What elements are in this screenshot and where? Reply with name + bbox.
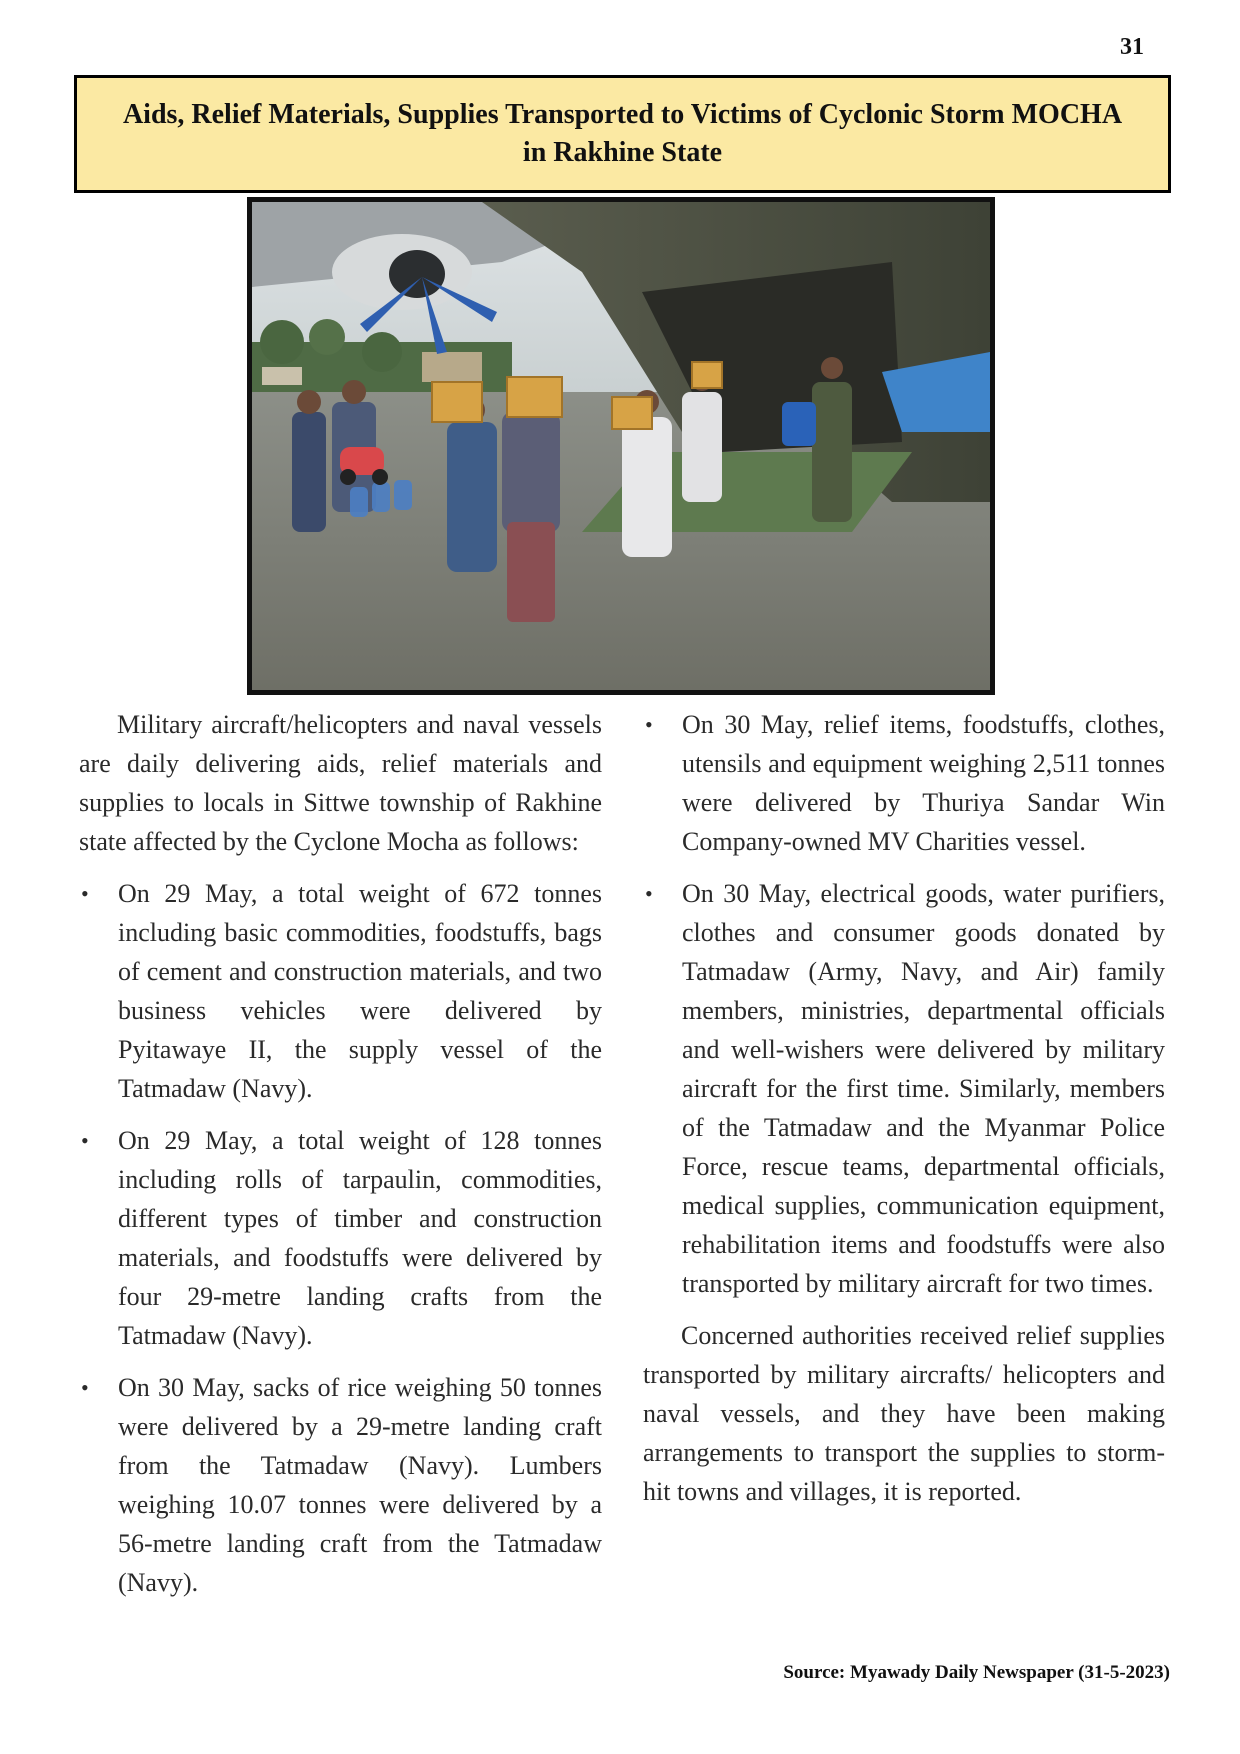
left-column — [79, 705, 602, 1615]
closing-paragraph: Concerned authorities received relief supplies transported by military aircrafts/ helicopters and naval vessels, and they have been making arrangements to transport the supplies to storm-hit towns and villages, it is reported. — [643, 1321, 1165, 1506]
list-item — [79, 1121, 602, 1355]
right-column — [643, 705, 1165, 1524]
bullet-icon: • — [645, 712, 653, 737]
list-item-text: On 30 May, relief items, foodstuffs, clothes, utensils and equipment weighing 2,511 tonnes were delivered by Thuriya Sandar Win Company-owned MV Charities vessel. — [682, 710, 1165, 856]
title-box — [74, 75, 1171, 193]
bullet-icon: • — [81, 1375, 89, 1400]
list-item-text: On 29 May, a total weight of 128 tonnes including rolls of tarpaulin, commodities, different types of timber and construction materials, and foodstuffs were delivered by four 29-metre landing crafts from the Tatmadaw (Navy). — [118, 1126, 602, 1350]
bullet-icon: • — [645, 881, 653, 906]
right-bullet-list — [643, 705, 1165, 1303]
list-item — [643, 874, 1165, 1303]
list-item — [79, 874, 602, 1108]
list-item-text: On 30 May, sacks of rice weighing 50 tonnes were delivered by a 29-metre landing craft from the Tatmadaw (Navy). Lumbers weighing 10.07 tonnes were delivered by a 56-metre landing craft from the Tatmadaw (Navy). — [118, 1373, 602, 1597]
photo-illustration — [252, 202, 990, 690]
page-number: 31 — [1120, 34, 1144, 60]
article-title: Aids, Relief Materials, Supplies Transported to Victims of Cyclonic Storm MOCHA in Rakhine State — [122, 99, 1123, 168]
list-item-text: On 29 May, a total weight of 672 tonnes including basic commodities, foodstuffs, bags of cement and construction materials, and two business vehicles were delivered by Pyitawaye II, the supply vessel of the Tatmadaw (Navy). — [118, 879, 602, 1103]
intro-paragraph: Military aircraft/helicopters and naval vessels are daily delivering aids, relief materials and supplies to locals in Sittwe township of Rakhine state affected by the Cyclone Mocha as follows: — [79, 710, 602, 856]
list-item — [79, 1368, 602, 1602]
article-photo — [247, 197, 995, 695]
left-bullet-list — [79, 874, 602, 1602]
list-item-text: On 30 May, electrical goods, water purifiers, clothes and consumer goods donated by Tatmadaw (Army, Navy, and Air) family members, ministries, departmental officials and well-wishers were delivered by military aircraft for the first time. Similarly, members of the Tatmadaw and the Myanmar Police Force, rescue teams, departmental officials, medical supplies, communication equipment, rehabilitation items and foodstuffs were also transported by military aircraft for two times. — [682, 879, 1165, 1298]
bullet-icon: • — [81, 881, 89, 906]
list-item — [643, 705, 1165, 861]
source-credit: Source: Myawady Daily Newspaper (31-5-2023) — [783, 1662, 1170, 1683]
bullet-icon: • — [81, 1128, 89, 1153]
